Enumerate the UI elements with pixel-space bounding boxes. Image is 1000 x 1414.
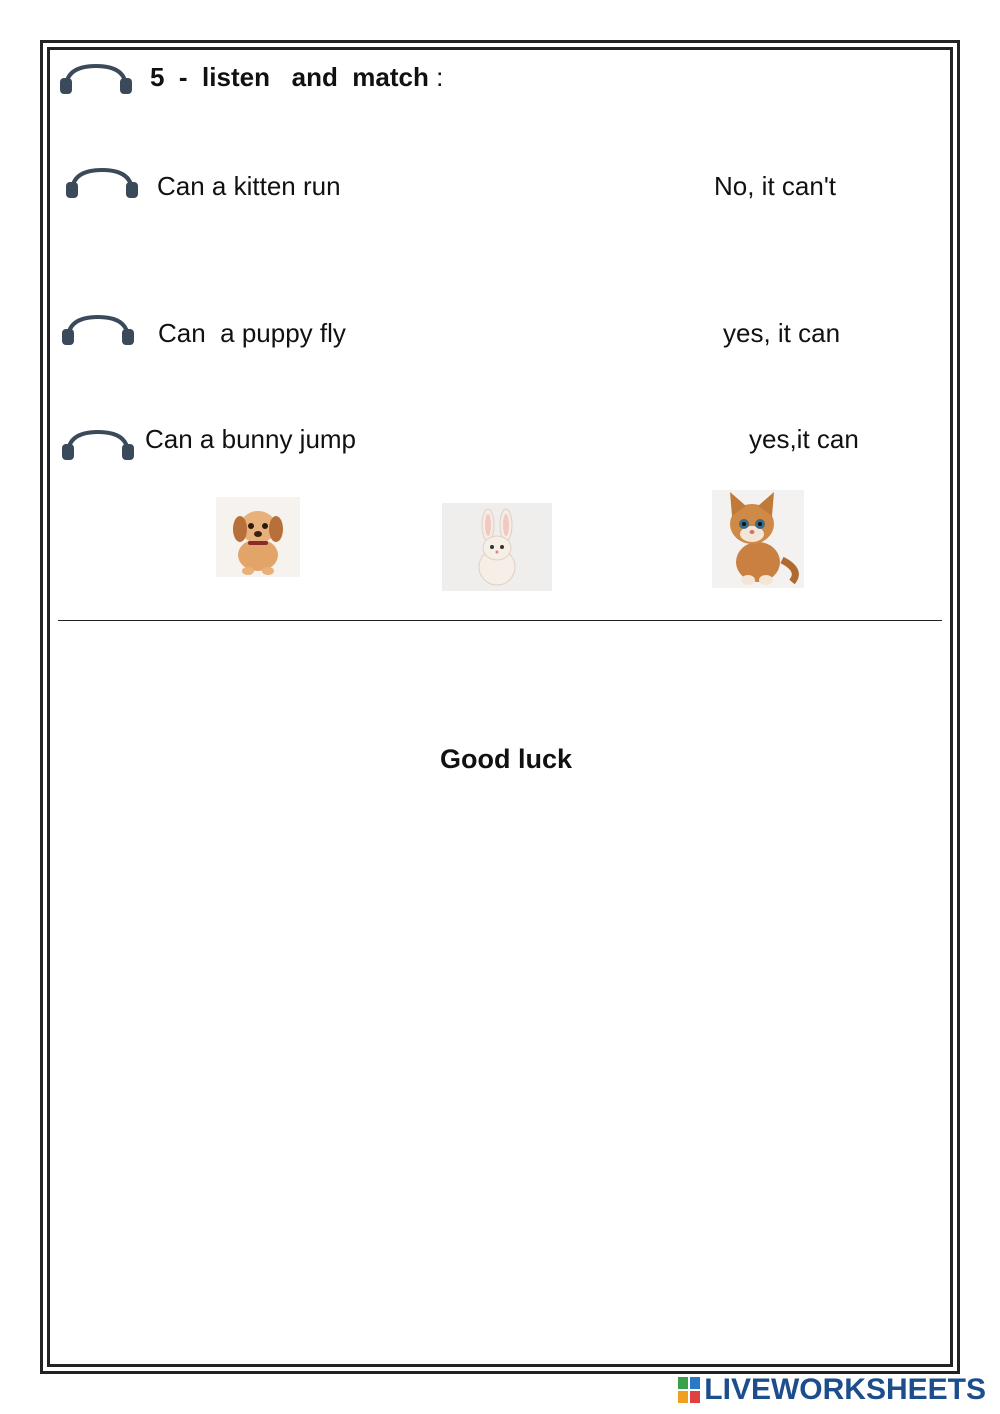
- bunny-picture[interactable]: [442, 503, 552, 591]
- divider-line: [58, 620, 942, 621]
- headphones-icon[interactable]: [58, 62, 134, 96]
- exercise-number: 5: [150, 62, 165, 92]
- liveworksheets-logo[interactable]: [678, 1372, 986, 1408]
- liveworksheets-logo-icon: [678, 1377, 700, 1403]
- title-text: listen and match: [202, 62, 429, 92]
- puppy-picture[interactable]: [216, 497, 300, 577]
- headphones-icon[interactable]: [64, 166, 140, 200]
- kitten-picture[interactable]: [712, 490, 804, 588]
- answer-2[interactable]: yes, it can: [723, 318, 841, 348]
- question-bunny: Can a bunny jump: [145, 424, 357, 454]
- question-kitten: Can a kitten run: [157, 171, 341, 201]
- answer-3[interactable]: yes,it can: [749, 424, 859, 454]
- closing-text: Good luck: [439, 744, 572, 774]
- page-border-inner: [47, 47, 953, 1367]
- title-colon: :: [436, 62, 444, 92]
- headphones-icon[interactable]: [60, 428, 136, 462]
- headphones-icon[interactable]: [60, 313, 136, 347]
- question-puppy: Can a puppy fly: [158, 318, 346, 348]
- title-dash: -: [178, 62, 188, 92]
- answer-1[interactable]: No, it can't: [714, 171, 837, 201]
- brand-name: LIVEWORKSHEETS: [704, 1373, 986, 1406]
- exercise-title: [150, 62, 443, 93]
